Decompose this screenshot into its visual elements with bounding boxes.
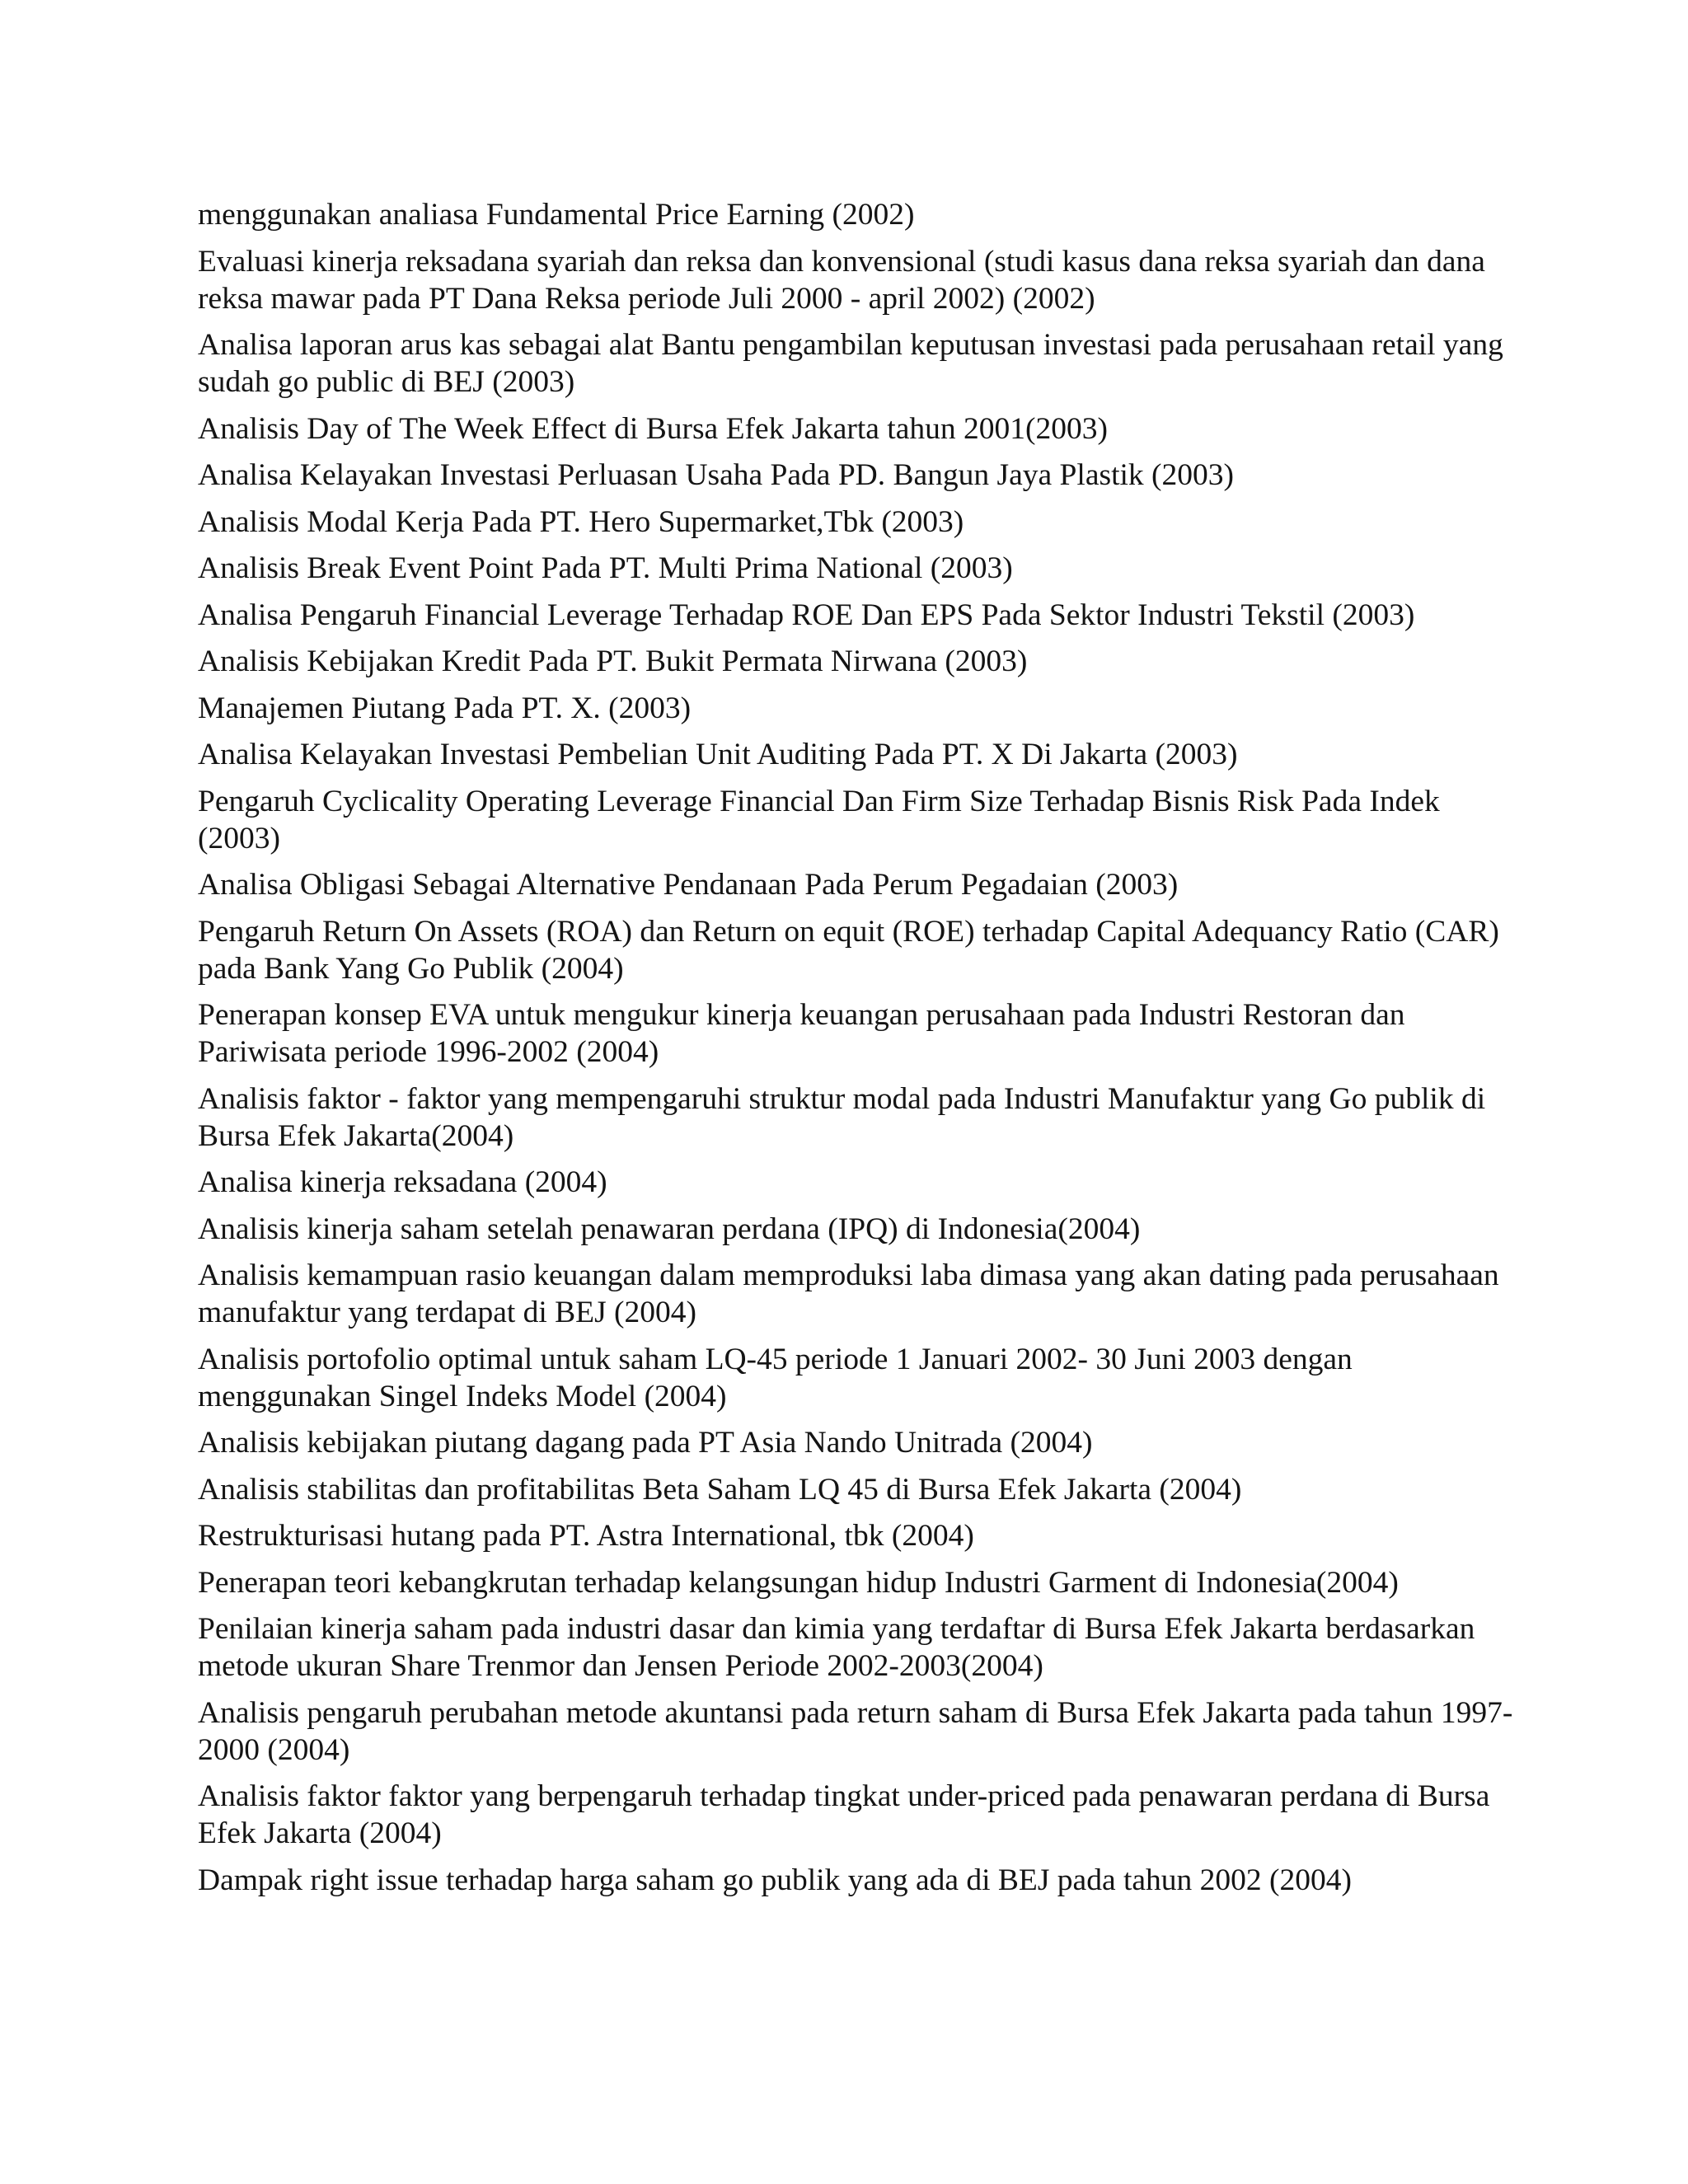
list-item: Analisis Modal Kerja Pada PT. Hero Supermarket,Tbk (2003) — [198, 504, 964, 539]
list-item: Analisa Kelayakan Investasi Pembelian Unit Auditing Pada PT. X Di Jakarta (2003) — [198, 738, 1238, 771]
list-item: menggunakan analiasa Fundamental Price Earning (2002) — [198, 198, 915, 232]
list-item: Analisis stabilitas dan profitabilitas Beta Saham LQ 45 di Bursa Efek Jakarta (2004) — [198, 1472, 1242, 1507]
list-item: Analisis kemampuan rasio keuangan dalam memproduksi laba dimasa yang akan dating pada perusahaan manufaktur yang terdapat di BEJ (2004) — [198, 1258, 1499, 1329]
list-item: Analisis faktor - faktor yang mempengaruhi struktur modal pada Industri Manufaktur yang Go publik di Bursa Efek Jakarta(2004) — [198, 1081, 1486, 1153]
thesis-title-list — [198, 196, 1517, 1908]
list-item: Analisis pengaruh perubahan metode akuntansi pada return saham di Bursa Efek Jakarta pada tahun 1997- 2000 (2004) — [198, 1695, 1513, 1767]
list-item: Analisa Kelayakan Investasi Perluasan Usaha Pada PD. Bangun Jaya Plastik (2003) — [198, 458, 1235, 492]
list-item: Restrukturisasi hutang pada PT. Astra International, tbk (2004) — [198, 1519, 974, 1553]
list-item: Analisa Pengaruh Financial Leverage Terhadap ROE Dan EPS Pada Sektor Industri Tekstil (2003) — [198, 598, 1415, 632]
list-item: Evaluasi kinerja reksadana syariah dan reksa dan konvensional (studi kasus dana reksa syariah dan dana reksa mawar pada PT Dana Reksa periode Juli 2000 - april 2002) (2002) — [198, 244, 1485, 316]
list-item: Pengaruh Return On Assets (ROA) dan Return on equit (ROE) terhadap Capital Adequancy Ratio (CAR) pada Bank Yang Go Publik (2004) — [198, 914, 1499, 986]
list-item: Analisa kinerja reksadana (2004) — [198, 1165, 607, 1199]
list-item: Dampak right issue terhadap harga saham go publik yang ada di BEJ pada tahun 2002 (2004) — [198, 1863, 1353, 1897]
list-item: Analisis kebijakan piutang dagang pada PT Asia Nando Unitrada (2004) — [198, 1426, 1093, 1460]
list-item: Analisis Break Event Point Pada PT. Multi Prima National (2003) — [198, 551, 1013, 585]
list-item: Manajemen Piutang Pada PT. X. (2003) — [198, 691, 692, 725]
list-item: Analisa laporan arus kas sebagai alat Bantu pengambilan keputusan investasi pada perusahaan retail yang sudah go public di BEJ (2003) — [198, 328, 1503, 399]
list-item: Pengaruh Cyclicality Operating Leverage Financial Dan Firm Size Terhadap Bisnis Risk Pada Indek (2003) — [198, 784, 1440, 855]
list-item: Analisis faktor faktor yang berpengaruh terhadap tingkat under-priced pada penawaran perdana di Bursa Efek Jakarta (2004) — [198, 1779, 1490, 1850]
list-item: Penerapan teori kebangkrutan terhadap kelangsungan hidup Industri Garment di Indonesia(2004) — [198, 1565, 1399, 1600]
list-item: Analisis Kebijakan Kredit Pada PT. Bukit Permata Nirwana (2003) — [198, 644, 1028, 678]
list-item: Analisis kinerja saham setelah penawaran perdana (IPQ) di Indonesia(2004) — [198, 1212, 1141, 1246]
list-item: Analisis portofolio optimal untuk saham LQ-45 periode 1 Januari 2002- 30 Juni 2003 dengan menggunakan Singel Indeks Model (2004) — [198, 1342, 1353, 1413]
list-item: Analisa Obligasi Sebagai Alternative Pendanaan Pada Perum Pegadaian (2003) — [198, 868, 1179, 902]
list-item: Penerapan konsep EVA untuk mengukur kinerja keuangan perusahaan pada Industri Restoran dan Pariwisata periode 1996-2002 (2004) — [198, 998, 1405, 1069]
list-item: Penilaian kinerja saham pada industri dasar dan kimia yang terdaftar di Bursa Efek Jakarta berdasarkan metode ukuran Share Trenmor dan Jensen Periode 2002-2003(2004) — [198, 1612, 1475, 1683]
list-item: Analisis Day of The Week Effect di Bursa Efek Jakarta tahun 2001(2003) — [198, 411, 1108, 446]
